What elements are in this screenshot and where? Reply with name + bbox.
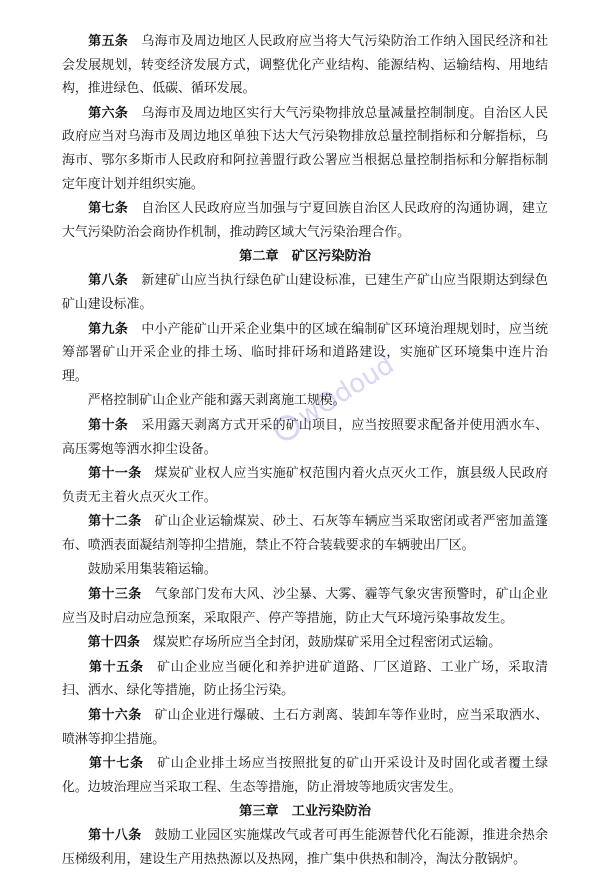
article-text: 矿山企业运输煤炭、砂土、石灰等车辆应当采取密闭或者严密加盖篷布、喷洒表面凝结剂等抑尘措施，禁止不符合装载要求的车辆驶出厂区。 [62, 514, 549, 553]
article-label: 第十五条 [89, 659, 144, 675]
article-text: 煤炭矿业权人应当实施矿权范围内着火点灭火工作，旗县级人民政府负责无主着火点灭火工作。 [62, 466, 549, 505]
article-label: 第七条 [88, 201, 129, 217]
paragraph-text: 鼓励采用集装箱运输。 [87, 562, 217, 578]
article-label: 第十条 [88, 417, 129, 433]
article-paragraph [62, 318, 548, 389]
article-text: 矿山企业排土场应当按照批复的矿山开采设计及时固化或者覆土绿化。边坡治理应当采取工程、生态等措施，防止滑坡等地质灾害发生。 [62, 756, 549, 795]
article-text: 气象部门发布大风、沙尘暴、大雾、霾等气象灾害预警时，矿山企业应当及时启动应急预案，采取限产、停产等措施，防止大气环境污染事故发生。 [62, 587, 549, 626]
article-paragraph [62, 510, 548, 557]
article-text: 矿山企业应当硬化和养护进矿道路、厂区道路、工业广场，采取清扫、洒水、绿化等措施，防止扬尘污染。 [62, 659, 549, 699]
article-paragraph [62, 583, 548, 630]
article-label: 第十二条 [88, 514, 142, 530]
article-text: 中小产能矿山开采企业集中的区域在编制矿区环境治理规划时，应当统筹部署矿山开采企业的排土场、临时排矸场和道路建设，实施矿区环境集中连片治理。 [62, 321, 548, 384]
article-text: 自治区人民政府应当加强与宁夏回族自治区人民政府的沟通协调，建立大气污染防治会商协作机制，推动跨区域大气污染治理合作。 [62, 201, 548, 240]
article-paragraph [62, 269, 548, 316]
article-text: 矿山企业进行爆破、土石方剥离、装卸车等作业时，应当采取洒水、喷淋等抑尘措施。 [62, 708, 549, 747]
article-label: 第十八条 [88, 828, 142, 844]
article-label: 第十一条 [88, 466, 142, 482]
article-text: 新建矿山应当执行绿色矿山建设标准，已建生产矿山应当限期达到绿色矿山建设标准。 [62, 273, 548, 312]
watermark-text: wOdoud [292, 349, 400, 433]
article-label: 第五条 [88, 34, 129, 49]
article-label: 第九条 [88, 321, 129, 337]
article-label: 第十四条 [87, 635, 141, 651]
article-paragraph [62, 102, 548, 196]
paragraph [62, 389, 548, 413]
article-paragraph [62, 824, 548, 871]
paragraph [62, 558, 548, 582]
chapter-heading: 第三章 工业污染防治 [239, 804, 371, 820]
document-body [62, 30, 548, 873]
article-text: 乌海市及周边地区实行大气污染物排放总量减量控制制度。自治区人民政府应当对乌海市及周边地区单独下达大气污染物排放总量控制指标和分解指标，乌海市、鄂尔多斯市人民政府和阿拉善盟行政公署应当根据总量控制指标和分解指标制定年度计划并组织实施。 [62, 105, 548, 192]
article-paragraph [62, 631, 548, 655]
article-paragraph [62, 30, 548, 101]
article-paragraph [62, 656, 548, 703]
article-label: 第十七条 [89, 756, 144, 772]
article-paragraph [62, 752, 548, 799]
article-paragraph [62, 704, 548, 751]
article-label: 第十六条 [88, 708, 142, 724]
chapter-heading: 第二章 矿区污染防治 [239, 249, 371, 265]
article-paragraph [62, 197, 548, 244]
paragraph-text: 严格控制矿山企业产能和露天剥离施工规模。 [87, 393, 346, 409]
article-text: 煤炭贮存场所应当全封闭，鼓励煤矿采用全过程密闭式运输。 [153, 635, 502, 651]
article-paragraph [62, 462, 548, 509]
article-text: 采用露天剥离方式开采的矿山项目，应当按照要求配备并使用洒水车、高压雾炮等洒水抑尘设备。 [62, 417, 548, 457]
article-label: 第八条 [88, 273, 129, 289]
article-text: 乌海市及周边地区人民政府应当将大气污染防治工作纳入国民经济和社会发展规划，转变经济发展方式，调整优化产业结构、能源结构、运输结构、用地结构，推进绿色、低碳、循环发展。 [62, 34, 548, 97]
article-paragraph [62, 414, 548, 461]
article-label: 第六条 [88, 105, 129, 121]
article-text: 鼓励工业园区实施煤改气或者可再生能源替代化石能源，推进余热余压梯级利用，建设生产用热热源以及热网，推广集中供热和制冷，淘汰分散锅炉。 [62, 828, 549, 867]
article-label: 第十三条 [88, 587, 142, 603]
